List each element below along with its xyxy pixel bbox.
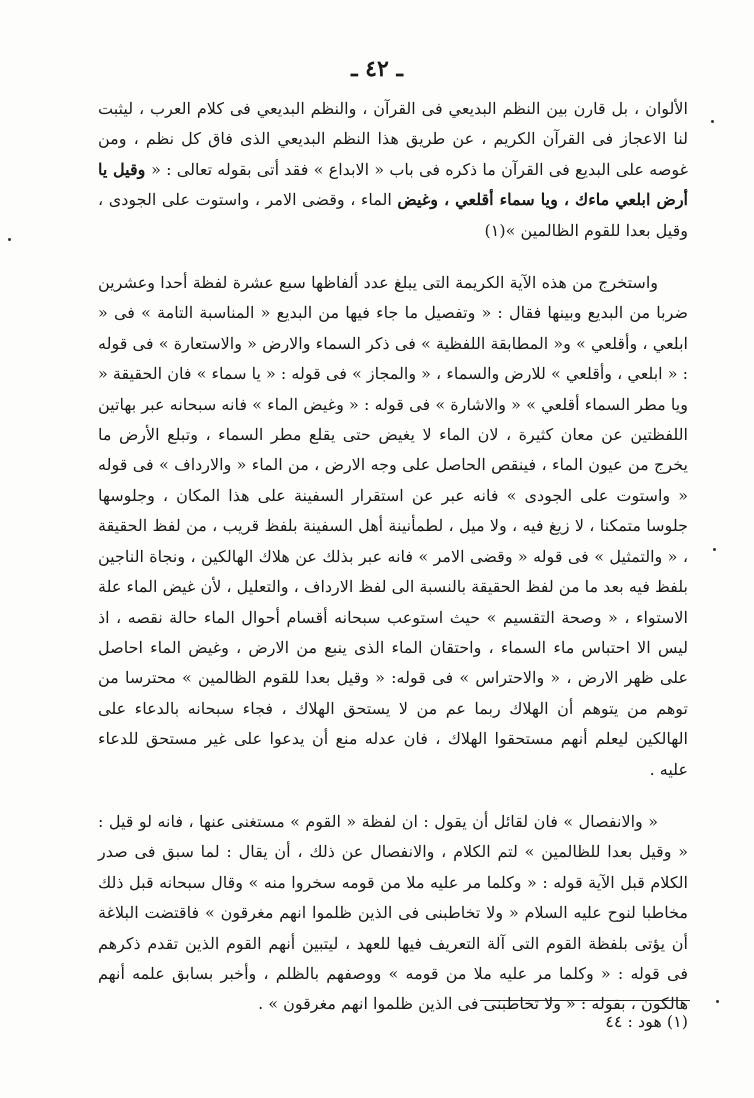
paragraph-2: واستخرج من هذه الآية الكريمة التى يبلغ عدد ألفاظها سبع عشرة لفظة أحدا وعشرين ضربا من البديع وبينها فقال : « وتفصيل ما جاء فيها من البديع « المناسبة التامة » فى « ابلعي ، وأقلعي » و« المطابقة اللفظية » فى ذكر السماء والارض « والاستعارة » فى قوله : « ابلعي ، وأقلعي » للارض والسماء ، « والمجاز » فى قوله : « يا سماء » فان الحقيقة « ويا مطر السماء أقلعي » « والاشارة » فى قوله : « وغيض الماء » فانه سبحانه عبر بهاتين اللفظتين عن معان كثيرة ، لان الماء لا يغيض حتى يقلع مطر السماء ، وتبلع الأرض ما يخرج من عيون الماء ، فينقص الحاصل على وجه الارض ، من الماء « والارداف » فى قوله « واستوت على الجودى » فانه عبر عن استقرار السفينة على هذا المكان ، وجلوسها جلوسا متمكنا ، لا زيغ فيه ، ولا ميل ، لطمأنينة أهل السفينة بلفظ قريب ، من لفظ الحقيقة ، « والتمثيل » فى قوله « وقضى الامر » فانه عبر بذلك عن هلاك الهالكين ، ونجاة الناجين بلفظ فيه بعد ما من لفظ الحقيقة بالنسبة الى لفظ الارداف ، والتعليل ، لأن غيض الماء علة الاستواء ، « وصحة التقسيم » حيث استوعب سبحانه أقسام أحوال الماء حالة نقصه ، اذ ليس الا احتباس ماء السماء ، واحتقان الماء الذى ينبع من الارض ، وغيض الماء احاصل على ظهر الارض ، « والاحتراس » فى قوله: « وقيل بعدا للقوم الظالمين » محترسا من توهم من يتوهم أن الهلاك ربما عم من لا يستحق الهلاك ، فجاء سبحانه بالدعاء على الهالكين ليعلم أنهم مستحقوا الهلاك ، فان عدله منع أن يدعوا على غير مستحق للدعاء عليه .	[98, 273, 689, 779]
scan-speck	[8, 238, 11, 241]
paragraph-1	[98, 94, 688, 246]
scan-speck	[713, 548, 716, 551]
paragraph-1-text-end: الماء ، وقضى الامر ، واستوت على الجودى ، وقيل بعدا للقوم الظالمين »(١)	[98, 190, 688, 240]
scan-speck	[716, 1000, 719, 1003]
quran-verse: وقيل يا أرض ابلعي ماءك ، ويا سماء أقلعي ، وغيض	[98, 159, 689, 210]
body-text	[98, 92, 688, 1020]
paragraph-3: « والانفصال » فان لقائل أن يقول : ان لفظة « القوم » مستغنى عنها ، فانه لو قيل : « وقيل بعدا للظالمين » لتم الكلام ، والانفصال عن ذلك ، أن يقال : لما سبق فى صدر الكلام قبل الآية قوله : « وكلما مر عليه ملا من قومه سخروا منه » وقال سبحانه قبل ذلك مخاطبا لنوح عليه السلام « ولا تخاطبنى فى الذين ظلموا انهم مغرقون » فاقتضت البلاغة أن يؤتى بلفظة القوم التى آلة التعريف فيها للعهد ، ليتبين أنهم القوم الذين تقدم ذكرهم فى قوله : « وكلما مر عليه ملا من قومه » ووصفهم بالظلم ، وأخبر بسابق علمه أنهم هالكون ، بقوله : « ولا تخاطبنى فى الذين ظلموا انهم مغرقون » .	[98, 811, 688, 1014]
footnote: (١) هود : ٤٤	[605, 1012, 688, 1031]
paragraph-1-text: الألوان ، بل قارن بين النظم البديعي فى القرآن ، والنظم البديعي فى كلام العرب ، ليثبت لنا الاعجاز فى القرآن الكريم ، عن طريق هذا النظم البديعي الذى فاق كل نظم ، ومن غوصه على البديع فى القرآن ما ذكره فى باب « الابداع » فقد أتى بقوله تعالى : «	[98, 99, 688, 179]
footnote-divider	[480, 1000, 690, 1001]
scan-speck	[711, 120, 714, 123]
page-number: ـ ٤٢ ـ	[351, 56, 403, 82]
